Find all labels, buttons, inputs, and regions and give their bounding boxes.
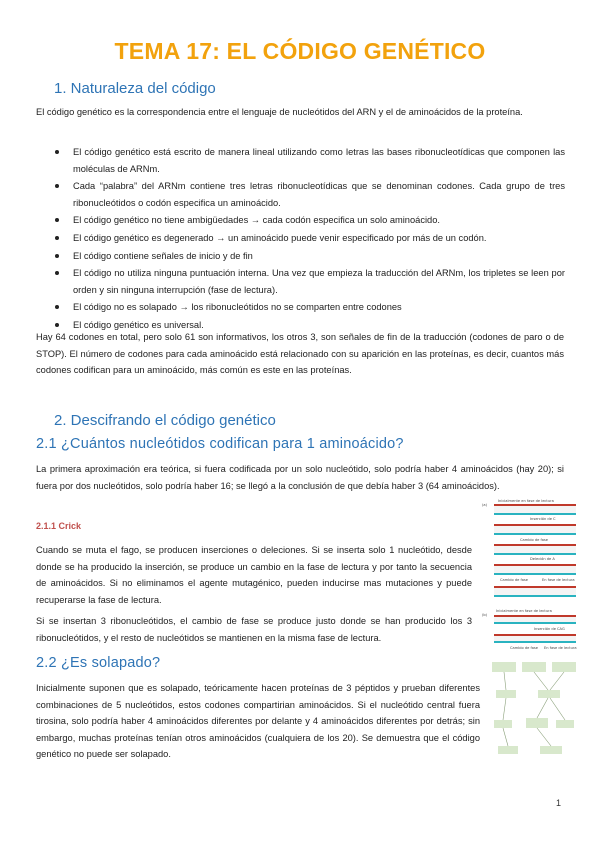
list-item: Cada “palabra” del ARNm contiene tres letras ribonucleotídicas que se denominan codones. Cada grupo de tres ribonucleótidos o codón especifica un aminoácido. [53,178,565,211]
dna-strand-5 [494,586,576,597]
dna-strand-7 [494,634,576,643]
subsection-heading-2-2: 2.2 ¿Es solapado? [36,655,161,671]
dna-strand-1 [494,504,576,515]
label-start-phase: Inicialmente en fase de lectura [498,499,554,503]
figure-panel-a: (a) [482,503,488,507]
section1-intro: El código genético es la correspondencia entre el lenguaje de nucleótidos del ARN y el de aminoácidos de la proteína. [36,107,523,117]
figure-panel-b: (b) [482,613,488,617]
label-start-phase-b: Inicialmente en fase de lectura [496,609,552,613]
label-in-phase-b: En fase de lectura [544,646,577,650]
label-phase-change: Cambio de fase [520,538,549,542]
label-deletion-a: Deleción de A [530,557,555,561]
subsection-2-1-text: La primera aproximación era teórica, si fuera codificada por un solo nucleótido, solo podría haber 4 aminoácidos (hay 20); si fuera por dos nucleótidos, solo podría haber 16; se llegó a la conclusión de que debía haber 3 (64 aminoácidos). [36,464,564,491]
label-back-in-phase: En fase de lectura [542,578,575,582]
label-insertion-cag: Inserción de CAG [534,627,565,631]
dna-strand-3 [494,544,576,555]
list-item: El código genético es universal. [53,317,565,334]
label-phase-change-2: Cambio de fase [500,578,529,582]
section-heading-2: 2. Descifrando el código genético [54,412,276,429]
bullet-list [53,144,565,335]
page-title: TEMA 17: EL CÓDIGO GENÉTICO [114,38,486,64]
subsection-heading-2-1: 2.1 ¿Cuántos nucleótidos codifican para 1 aminoácido? [36,436,404,452]
dna-strand-4 [494,564,576,575]
page-number: 1 [556,798,562,808]
section1-closing: Hay 64 codones en total, pero solo 61 son informativos, los otros 3, son señales de fin de la traducción (codones de paro o de STOP). El número de codones para cada aminoácido está relacionado con su aparición en las proteínas, es decir, cuantos más codones codifican para un aminoácido, más común es este en las proteínas. [36,332,564,376]
label-insertion-c: Inserción de C [530,517,556,521]
section-heading-1: 1. Naturaleza del código [54,80,216,97]
list-item: El código no es solapado → los ribonucleótidos no se comparten entre codones [53,299,565,316]
dna-strand-2 [494,524,576,535]
list-item: El código genético no tiene ambigüedades → cada codón especifica un solo aminoácido. [53,212,565,229]
label-phase-change-b: Cambio de fase [510,646,539,650]
overlap-figure [486,656,582,764]
crick-heading: 2.1.1 Crick [36,521,82,531]
list-item: El código genético es degenerado → un aminoácido puede venir especificado por más de un codón. [53,230,565,247]
crick-paragraph-2: Si se insertan 3 ribonucleótidos, el cambio de fase se produce justo donde se han producido los 3 ribonucleótidos, y el resto de nucleótidos se mantienen en la misma fase de lectura. [36,616,472,643]
crick-paragraph-1: Cuando se muta el fago, se producen inserciones o deleciones. Si se inserta solo 1 nucleótido, desde donde se ha producido la inserción, se produce un cambio en la fase de lectura y por tanto la secuencia de aminoácidos. Si no eliminamos el agente mutagénico, pueden inducirse mas mutaciones y puede recuperarse la fase de lectura. [36,545,472,605]
subsection-2-2-text: Inicialmente suponen que es solapado, teóricamente hacen proteínas de 3 péptidos y prueban diferentes combinaciones de 5 nucleótidos, estos codones compartirian aminoácidos. Si el nucleótido central fuera tirosina, solo podría haber 4 aminoácidos diferentes por delante y 4 aminoácidos diferentes por detrás; sin embargo, muchas proteínas tenían otros aminoácidos (cualquiera de los 20). Se demuestra que el código genético no puede ser solapado. [36,683,480,760]
list-item: El código contiene señales de inicio y de fin [53,248,565,265]
list-item: El código genético está escrito de manera lineal utilizando como letras las bases ribonucleotídicas que componen las moléculas de ARNm. [53,144,565,177]
dna-strand-6 [494,615,576,624]
frameshift-figure [480,496,582,652]
list-item: El código no utiliza ninguna puntuación interna. Una vez que empieza la traducción del ARNm, los tripletes se leen por orden y sin ninguna interrupción (fase de lectura). [53,265,565,298]
